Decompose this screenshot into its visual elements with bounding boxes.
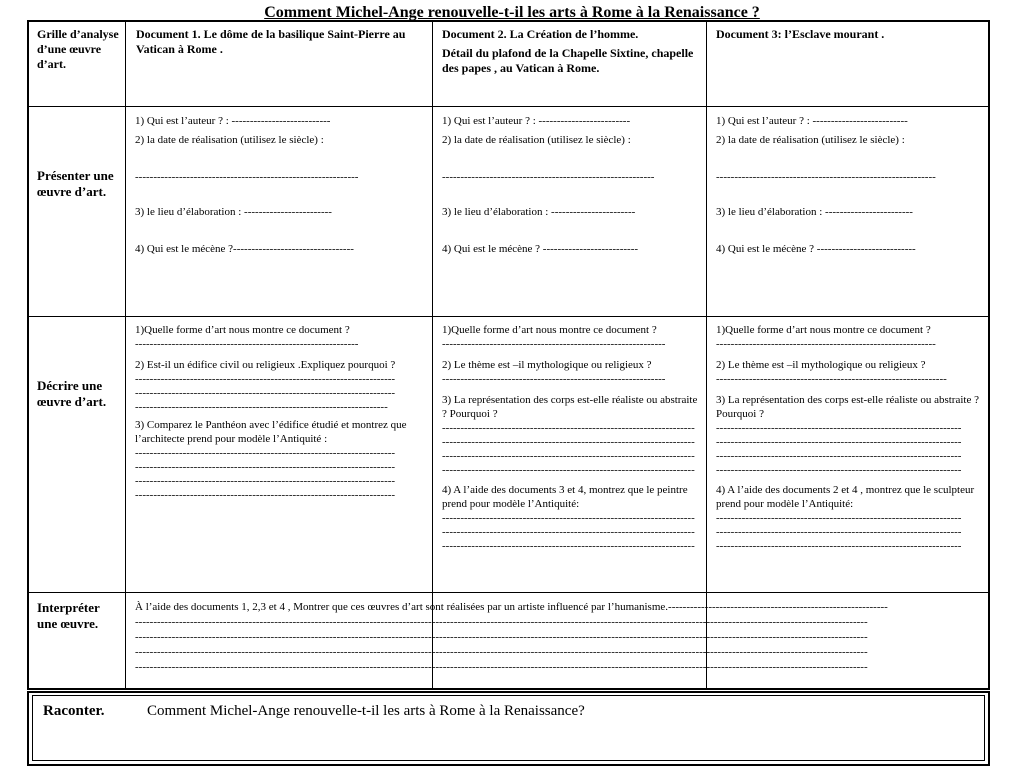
decrire-label: Décrire une œuvre d’art. (37, 378, 107, 409)
document-2-title: Document 2. La Création de l’homme. Détail du plafond de la Chapelle Sixtine, chapelle des papes , au Vatican à Rome. (442, 27, 694, 75)
presenter-doc2: 1) Qui est l’auteur ? : ------------------------- 2) la date de réalisation (utilisez le siècle) : ---------------------------------------------------------- 3) le lieu d’élaboration : ----------------------- 4) Qui est le mécène ? -------------------------- (442, 115, 655, 255)
raconter-question: Comment Michel-Ange renouvelle-t-il les arts à Rome à la Renaissance? (147, 703, 585, 719)
row-divider (29, 316, 988, 317)
interpreter-answer: À l’aide des documents 1, 2,3 et 4 , Montrer que ces œuvres d’art sont réalisées par un artiste influencé par l’humanisme.------------------------------------------------------------ -------------------------------------------------------------------------------------------------------------------------------------------------------------------------------------------------------- -------------------------------------------------------------------------------------------------------------------------------------------------------------------------------------------------------- -------------------------------------------------------------------------------------------------------------------------------------------------------------------------------------------------------- -------------------------------------------------------------------------------------------------------------------------------------------------------------------------------------------------------- (135, 601, 888, 673)
decrire-doc3: 1)Quelle forme d’art nous montre ce document ? ------------------------------------------------------------ 2) Le thème est –il mythologique ou religieux ? --------------------------------------------------------------- 3) La représentation des corps est-elle réaliste ou abstraite ? Pourquoi ? ------------------------------------------------------------------- ------------------------------------------------------------------- ------------------------------------------------------------------- ------------------------------------------------------------------- 4) A l’aide des documents 2 et 4 , montrez que le sculpteur prend pour modèle l’Antiquité: ------------------------------------------------------------------- ------------------------------------------------------------------- ------------------------------------------------------------------- (716, 324, 979, 552)
decrire-doc1: 1)Quelle forme d’art nous montre ce document ? ------------------------------------------------------------- 2) Est-il un édifice civil ou religieux .Expliquez pourquoi ? ----------------------------------------------------------------------- ----------------------------------------------------------------------- --------------------------------------------------------------------- 3) Comparez le Panthéon avec l’édifice étudié et montrez que l’architecte prend pour modèle l’Antiquité : ----------------------------------------------------------------------- ----------------------------------------------------------------------- ----------------------------------------------------------------------- ----------------------------------------------------------------------- (135, 324, 407, 501)
column-divider (432, 22, 433, 688)
raconter-label: Raconter. (43, 703, 105, 719)
page-title: Comment Michel-Ange renouvelle-t-il les arts à Rome à la Renaissance ? (264, 4, 760, 21)
document-1-title: Document 1. Le dôme de la basilique Saint-Pierre au Vatican à Rome . (136, 27, 406, 56)
interpreter-label: Interpréter une œuvre. (37, 600, 100, 631)
raconter-box (27, 691, 990, 766)
grid-label: Grille d’analyse d’une œuvre d’art. (37, 27, 119, 71)
column-divider (706, 22, 707, 688)
raconter-frame (32, 695, 985, 761)
presenter-label: Présenter une œuvre d’art. (37, 168, 114, 199)
row-divider (29, 592, 988, 593)
presenter-doc1: 1) Qui est l’auteur ? : --------------------------- 2) la date de réalisation (utilisez le siècle) : ------------------------------------------------------------- 3) le lieu d’élaboration : ------------------------ 4) Qui est le mécène ?--------------------------------- (135, 115, 359, 255)
decrire-doc2: 1)Quelle forme d’art nous montre ce document ? ------------------------------------------------------------- 2) Le thème est –il mythologique ou religieux ? ------------------------------------------------------------- 3) La représentation des corps est-elle réaliste ou abstraite ? Pourquoi ? --------------------------------------------------------------------- --------------------------------------------------------------------- --------------------------------------------------------------------- --------------------------------------------------------------------- 4) A l’aide des documents 3 et 4, montrez que le peintre prend pour modèle l’Antiquité: --------------------------------------------------------------------- --------------------------------------------------------------------- --------------------------------------------------------------------- (442, 324, 698, 552)
analysis-grid (27, 20, 990, 690)
document-3-title: Document 3: l’Esclave mourant . (716, 27, 885, 41)
presenter-doc3: 1) Qui est l’auteur ? : -------------------------- 2) la date de réalisation (utilisez le siècle) : ------------------------------------------------------------ 3) le lieu d’élaboration : ------------------------ 4) Qui est le mécène ? --------------------------- (716, 115, 936, 255)
column-divider (125, 22, 126, 688)
row-divider (29, 106, 988, 107)
